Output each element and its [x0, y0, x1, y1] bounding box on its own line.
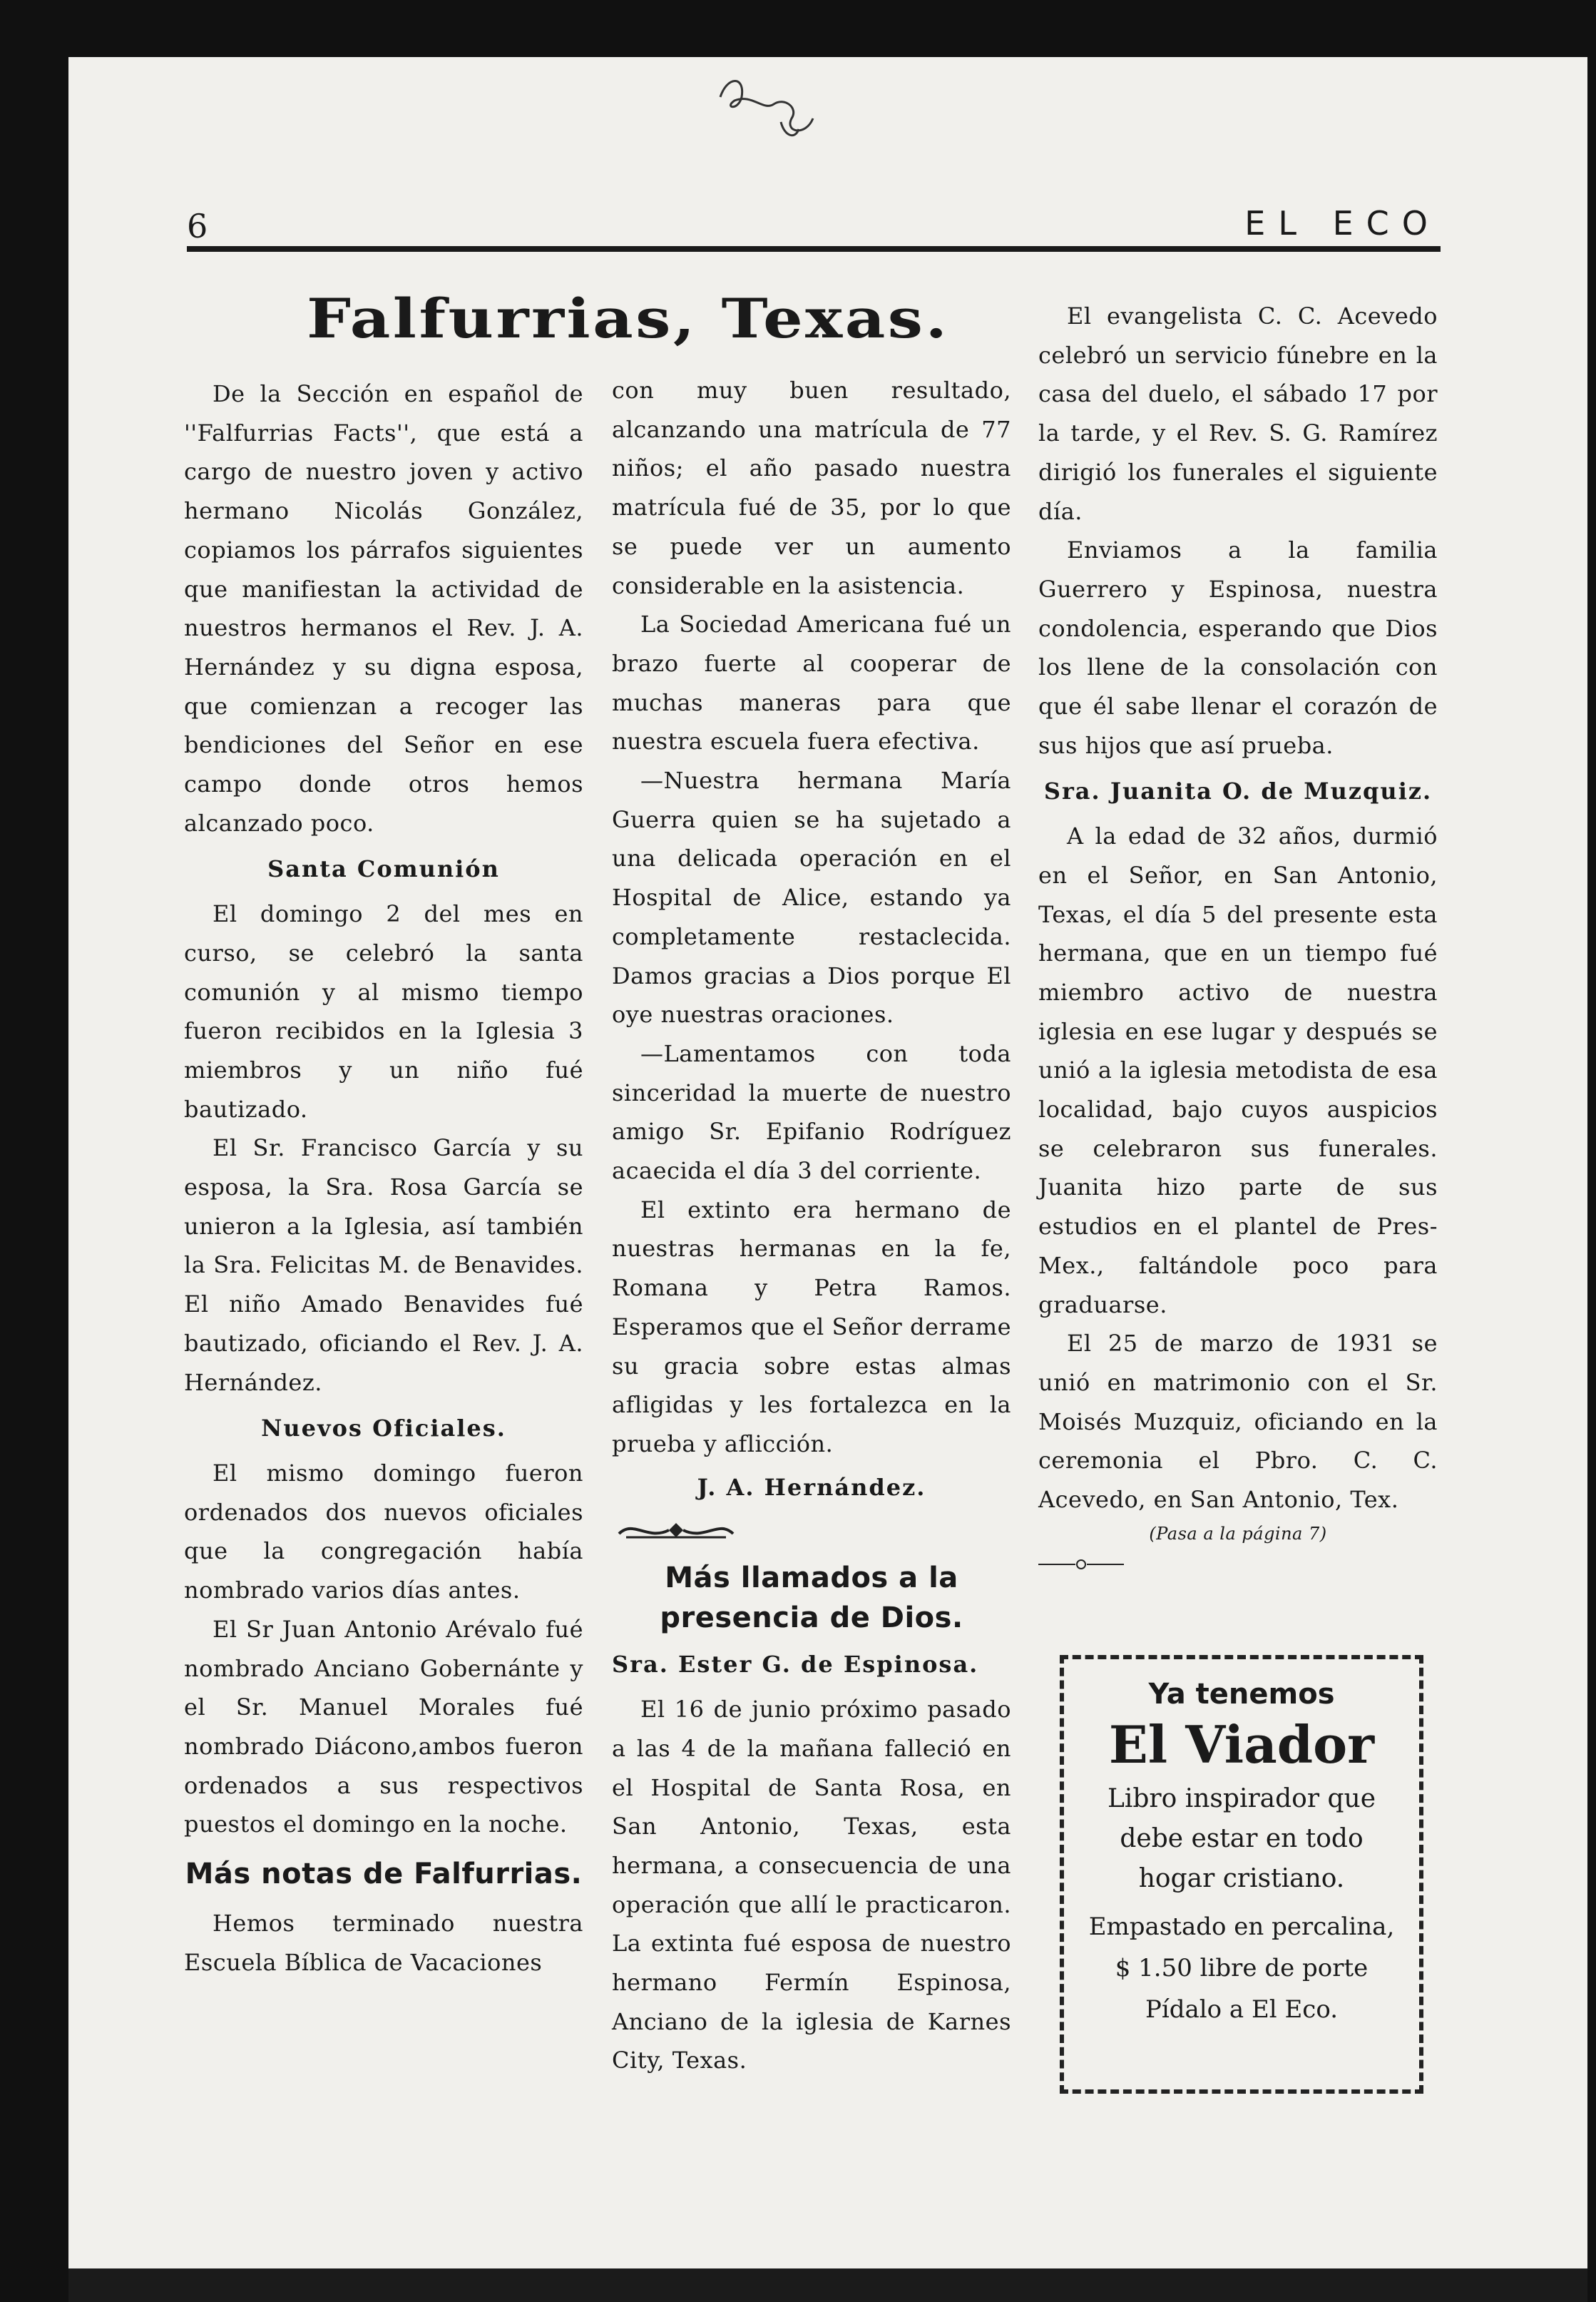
paragraph: El Sr. Francisco García y su esposa, la Sra. Rosa García se unieron a la Iglesia, así también la Sra. Felicitas M. de Benavides. El niño Amado Benavides fué bautizado, oficiando el Rev. J. A. Hernández.	[184, 1134, 583, 1396]
column-3	[1038, 297, 1438, 1577]
paragraph: Hemos terminado nuestra Escuela Bíblica de Vacaciones	[184, 1910, 583, 1976]
header-rule	[187, 246, 1441, 252]
signature: J. A. Hernández.	[697, 1473, 926, 1501]
paragraph: El mismo domingo fueron ordenados dos nuevos oficiales que la congregación había nombrado varios días antes.	[184, 1459, 583, 1604]
advertisement-box	[1060, 1655, 1423, 2094]
paragraph: con muy buen resultado, alcanzando una matrícula de 77 niños; el año pasado nuestra matrícula fué de 35, por lo que se puede ver un aumento considerable en la asistencia.	[612, 377, 1011, 599]
paragraph: El Sr Juan Antonio Arévalo fué nombrado Anciano Gobernánte y el Sr. Manuel Morales fué nombrado Diácono,ambos fueron ordenados a sus respectivos puestos el domingo en la noche.	[184, 1615, 583, 1838]
column-1	[184, 292, 583, 1982]
paragraph: De la Sección en español de ''Falfurrias Facts'', que está a cargo de nuestro joven y activo hermano Nicolás González, copiamos los párrafos siguientes que manifiestan la actividad de nuestros hermanos el Rev. J. A. Hernández y su digna esposa, que comienzan a recoger las bendiciones del Señor en ese campo donde otros hemos alcanzado poco.	[184, 380, 583, 837]
paragraph: —Lamentamos con toda sinceridad la muerte de nuestro amigo Sr. Epifanio Rodríguez acaecida el día 3 del corriente.	[612, 1039, 1011, 1185]
page-number: 6	[187, 207, 208, 245]
section-heading: Sra. Juanita O. de Muzquiz.	[1043, 778, 1433, 805]
section-heading: Nuevos Oficiales.	[261, 1415, 506, 1442]
article-title: Falfurrias, Texas.	[307, 287, 950, 350]
paragraph: Enviamos a la familia Guerrero y Espinosa, nuestra condolencia, esperando que Dios los llene de la consolación con que él sabe llenar el corazón de sus hijos que así prueba.	[1038, 536, 1438, 759]
paragraph: El 16 de junio próximo pasado a las 4 de la mañana falleció en el Hospital de Santa Rosa, en San Antonio, Texas, esta hermana, a consecuencia de una operación que allí le practicaron. La extinta fué esposa de nuestro hermano Fermín Espinosa, Anciano de la iglesia de Karnes City, Texas.	[612, 1696, 1011, 2074]
paragraph: —Nuestra hermana María Guerra quien se ha sujetado a una delicada operación en el Hospital de Alice, estando ya completamente restaclecida. Damos gracias a Dios porque El oye nuestras oraciones.	[612, 767, 1011, 1029]
subsection-heading: Sra. Ester G. de Espinosa.	[612, 1651, 979, 1679]
paragraph: La Sociedad Americana fué un brazo fuerte al cooperar de muchas maneras para que nuestra escuela fuera efectiva.	[612, 611, 1011, 755]
paragraph: A la edad de 32 años, durmió en el Señor, en San Antonio, Texas, el día 5 del presente esta hermana, que en un tiempo fué miembro activo de nuestra iglesia en ese lugar y después se unió a la iglesia metodista de esa localidad, bajo cuyos auspicios se celebraron sus funerales. Juanita hizo parte de sus estudios en el plantel de Pres-Mex., faltándole poco para graduarse.	[1038, 822, 1438, 1318]
divider-icon	[1038, 1548, 1438, 1577]
column-2	[612, 371, 1011, 2080]
section-heading: Santa Comunión	[267, 855, 500, 883]
ad-line: Empastado en percalina, $ 1.50 libre de porte Pídalo a El Eco.	[1088, 1913, 1395, 2024]
paragraph: El extinto era hermano de nuestras hermanas en la fe, Romana y Petra Ramos. Esperamos que el Señor derrame su gracia sobre estas almas afligidas y les fortalezca en la prueba y aflicción.	[612, 1196, 1011, 1457]
ad-line: Ya tenemos	[1148, 1678, 1335, 1711]
section-heading: Más notas de Falfurrias.	[185, 1858, 583, 1891]
ad-book-title: El Viador	[1108, 1714, 1375, 1775]
page-edge-shadow	[68, 2268, 1587, 2302]
ad-line: Libro inspirador que debe estar en todo hogar cristiano.	[1107, 1784, 1376, 1893]
handwritten-mark-icon	[713, 68, 827, 154]
paragraph: El evangelista C. C. Acevedo celebró un servicio fúnebre en la casa del duelo, el sábado 17 por la tarde, y el Rev. S. G. Ramírez dirigió los funerales el siguiente día.	[1038, 302, 1438, 525]
section-heading: Más llamados a la presencia de Dios.	[660, 1562, 963, 1635]
continued-note: (Pasa a la página 7)	[1149, 1523, 1327, 1544]
paragraph: El domingo 2 del mes en curso, se celebró la santa comunión y al mismo tiempo fueron recibidos en la Iglesia 3 miembros y un niño fué bautizado.	[184, 900, 583, 1123]
publication-title: EL ECO	[1244, 204, 1441, 243]
ornament-icon	[612, 1512, 1011, 1552]
paragraph: El 25 de marzo de 1931 se unió en matrimonio con el Sr. Moisés Muzquiz, oficiando en la ceremonia el Pbro. C. C. Acevedo, en San Antonio, Tex.	[1038, 1330, 1438, 1514]
